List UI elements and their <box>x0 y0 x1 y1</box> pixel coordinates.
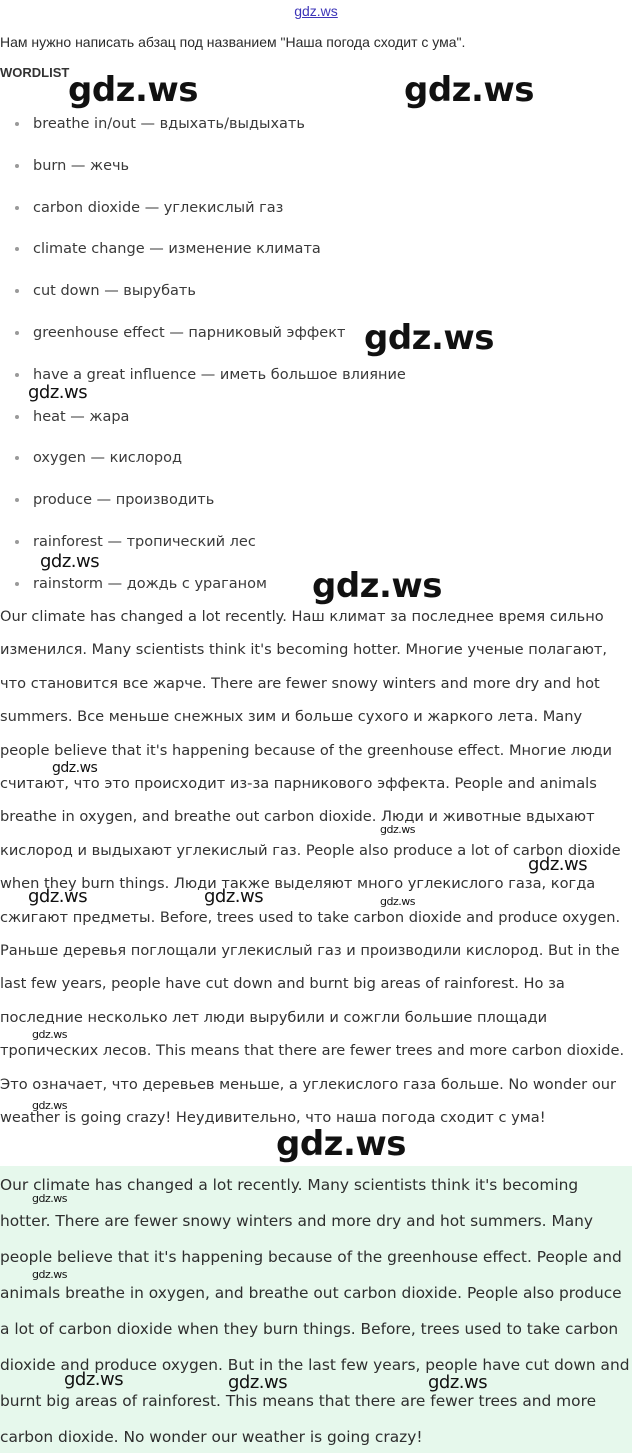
site-link[interactable]: gdz.ws <box>294 3 338 19</box>
wordlist-heading: WORDLIST <box>0 65 70 80</box>
wordlist-entry: greenhouse effect — парниковый эффект <box>33 324 346 341</box>
list-item <box>0 447 406 489</box>
wordlist-entry: breathe in/out — вдыхать/выдыхать <box>33 116 305 132</box>
wordlist-entry: have a great influence — иметь большое влияние <box>33 366 406 383</box>
wordlist-entry: cut down — вырубать <box>33 283 196 300</box>
wordlist-entry: carbon dioxide — углекислый газ <box>33 199 284 216</box>
watermark: gdz.ws <box>32 1099 67 1112</box>
wordlist-entry: oxygen — кислород <box>33 450 183 467</box>
intro-text: Нам нужно написать абзац под названием "Наша погода сходит с ума". <box>0 34 466 50</box>
bilingual-paragraph: Our climate has changed a lot recently. Наш климат за последнее время сильно изменился. Many scientists think it's becoming hotter. Многие ученые полагают, что становится все жарче. There are fewer snowy winters and more dry and hot summers. Все меньше снежных зим и больше сухого и жаркого лета. Many people believe that it's happening because of the greenhouse effect. Многие люди считают, что это происходит из-за парникового эффекта. People and animals breathe in oxygen, and breathe out carbon dioxide. Люди и животные вдыхают кислород и выдыхают углекислый газ. People also produce a lot of carbon dioxide when they burn things. Люди также выделяют много углекислого газа, когда сжигают предметы. Before, trees used to take carbon dioxide and produce oxygen. Раньше деревья поглощали углекислый газ и производили кислород. But in the last few years, people have cut down and burnt big areas of rainforest. Но за последние несколько лет люди вырубили и сожгли большие площади тропических лесов. This means that there are fewer trees and more carbon dioxide. Это означает, что деревьев меньше, а углекислого газа больше. No wonder our weather is going crazy! Неудивительно, что наша погода сходит с ума! <box>0 608 625 1127</box>
wordlist-entry: produce — производить <box>33 492 215 509</box>
bullet-icon <box>15 582 19 586</box>
watermark: gdz.ws <box>528 854 588 875</box>
list-item <box>0 280 406 322</box>
watermark: gdz.ws <box>68 70 199 110</box>
list-item <box>0 489 406 531</box>
watermark: gdz.ws <box>404 70 535 110</box>
watermark: gdz.ws <box>64 1369 124 1390</box>
bullet-icon <box>15 498 19 502</box>
watermark: gdz.ws <box>40 551 100 572</box>
list-item <box>0 113 406 155</box>
wordlist <box>0 113 406 615</box>
watermark: gdz.ws <box>228 1372 288 1393</box>
watermark: gdz.ws <box>312 566 443 606</box>
watermark: gdz.ws <box>276 1124 407 1164</box>
list-item <box>0 238 406 280</box>
bullet-icon <box>15 373 19 377</box>
list-item <box>0 155 406 197</box>
bullet-icon <box>15 122 19 126</box>
bullet-icon <box>15 415 19 419</box>
watermark: gdz.ws <box>380 895 415 908</box>
wordlist-entry: climate change — изменение климата <box>33 241 321 258</box>
wordlist-entry: heat — жара <box>33 408 130 425</box>
watermark: gdz.ws <box>52 760 98 776</box>
wordlist-entry: burn — жечь <box>33 157 130 174</box>
wordlist-entry: rainforest — тропический лес <box>33 533 256 550</box>
bullet-icon <box>15 164 19 168</box>
bullet-icon <box>15 456 19 460</box>
bullet-icon <box>15 247 19 251</box>
answer-paragraph: Our climate has changed a lot recently. Many scientists think it's becoming hotter. There are fewer snowy winters and more dry and hot summers. Many people believe that it's happening because of the greenhouse effect. People and animals breathe in oxygen, and breathe out carbon dioxide. People also produce a lot of carbon dioxide when they burn things. Before, trees used to take carbon dioxide and produce oxygen. But in the last few years, people have cut down and burnt big areas of rainforest. This means that there are fewer trees and more carbon dioxide. No wonder our weather is going crazy! <box>0 1176 630 1446</box>
bullet-icon <box>15 540 19 544</box>
bullet-icon <box>15 206 19 210</box>
watermark: gdz.ws <box>204 886 264 907</box>
bullet-icon <box>15 289 19 293</box>
list-item <box>0 197 406 239</box>
watermark: gdz.ws <box>32 1028 67 1041</box>
watermark: gdz.ws <box>28 886 88 907</box>
list-item <box>0 406 406 448</box>
watermark: gdz.ws <box>32 1268 67 1281</box>
watermark: gdz.ws <box>32 1192 67 1205</box>
list-item <box>0 322 406 364</box>
wordlist-entry: rainstorm — дождь с ураганом <box>33 575 267 592</box>
watermark: gdz.ws <box>428 1372 488 1393</box>
bullet-icon <box>15 331 19 335</box>
watermark: gdz.ws <box>28 382 88 403</box>
watermark: gdz.ws <box>380 823 415 836</box>
watermark: gdz.ws <box>364 318 495 358</box>
